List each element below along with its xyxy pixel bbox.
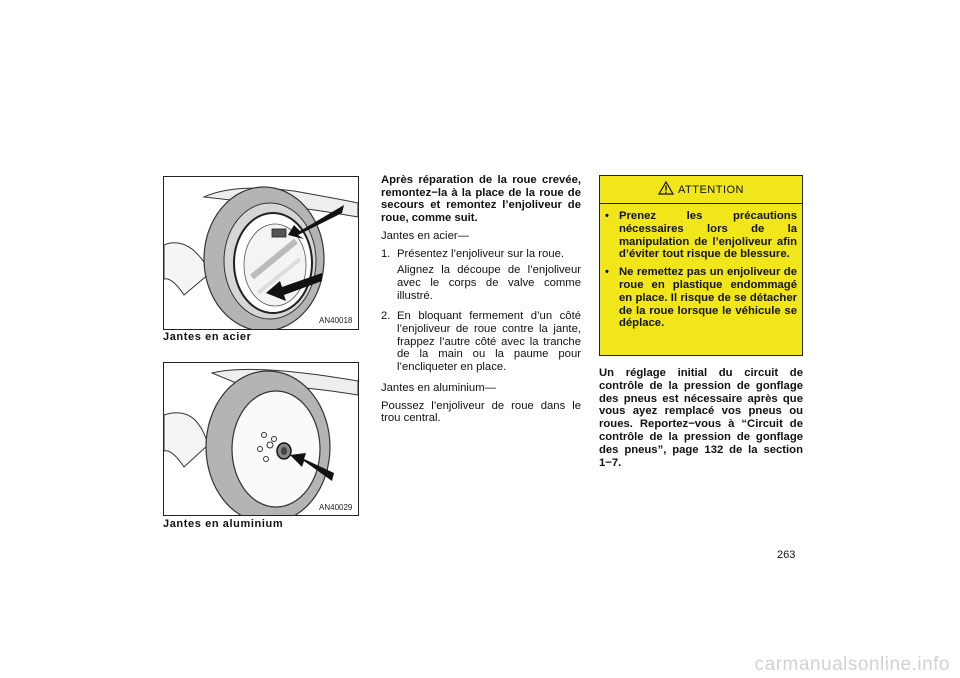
figure-steel-wheel <box>163 176 359 330</box>
procedure-intro: Après réparation de la roue crevée, remontez−la à la place de la roue de secours et remontez l’enjoliveur de roue, comme suit. <box>381 174 581 225</box>
warning-item <box>605 266 797 330</box>
alu-text: Poussez l’enjoliveur de roue dans le trou central. <box>381 399 581 425</box>
page-number: 263 <box>777 549 796 561</box>
tire-pressure-note: Un réglage initial du circuit de contrôle de la pression de gonflage des pneus est nécessaire après que vous ayez remplacé vos pneus ou roues. Reportez−vous à “Circuit de contrôle de la pression de gonflage des pneus”, page 132 de la section 1−7. <box>599 367 803 469</box>
procedure-column <box>381 174 581 430</box>
warning-header <box>600 181 802 196</box>
bullet-icon: • <box>605 210 609 222</box>
steel-heading: Jantes en acier— <box>381 229 469 242</box>
step-item <box>381 310 581 378</box>
step-text: Présentez l’enjoliveur sur la roue. <box>397 247 565 260</box>
warning-list <box>605 210 797 335</box>
bullet-icon: • <box>605 266 609 279</box>
alu-heading: Jantes en aluminium— <box>381 381 496 394</box>
step-item <box>381 248 581 307</box>
warning-box <box>599 175 803 356</box>
steel-wheel-illustration <box>164 177 358 329</box>
figure-code-steel: AN40018 <box>319 316 353 325</box>
warning-item-text: Prenez les précautions nécessaires lors de la manipulation de l’enjoliveur afin d’éviter tout risque de blessure. <box>619 210 797 261</box>
step-text: En bloquant fermement d’un côté l’enjoliveur de roue contre la jante, frappez l’autre côté avec la tranche de la main ou la paume pour l’encliqueter en place. <box>397 310 581 374</box>
watermark: carmanualsonline.info <box>754 654 950 675</box>
step-number: 1. <box>381 247 391 260</box>
caption-alu: Jantes en aluminium <box>163 518 284 530</box>
step-detail: Alignez la découpe de l’enjoliveur avec le corps de valve comme illustré. <box>397 264 581 302</box>
figure-alu-wheel <box>163 362 359 516</box>
warning-title: ATTENTION <box>677 184 744 196</box>
figure-code-alu: AN40029 <box>319 503 353 512</box>
steps-list <box>381 248 581 378</box>
warning-item <box>605 210 797 261</box>
warning-triangle-icon <box>658 181 674 195</box>
warning-divider <box>600 203 802 204</box>
alu-wheel-illustration <box>164 363 358 515</box>
warning-item-text: Ne remettez pas un enjoliveur de roue en plastique endommagé en place. Il risque de se détacher de la roue lorsque le véhicule se déplace. <box>619 266 797 330</box>
caption-steel: Jantes en acier <box>163 331 252 343</box>
step-number: 2. <box>381 310 391 323</box>
